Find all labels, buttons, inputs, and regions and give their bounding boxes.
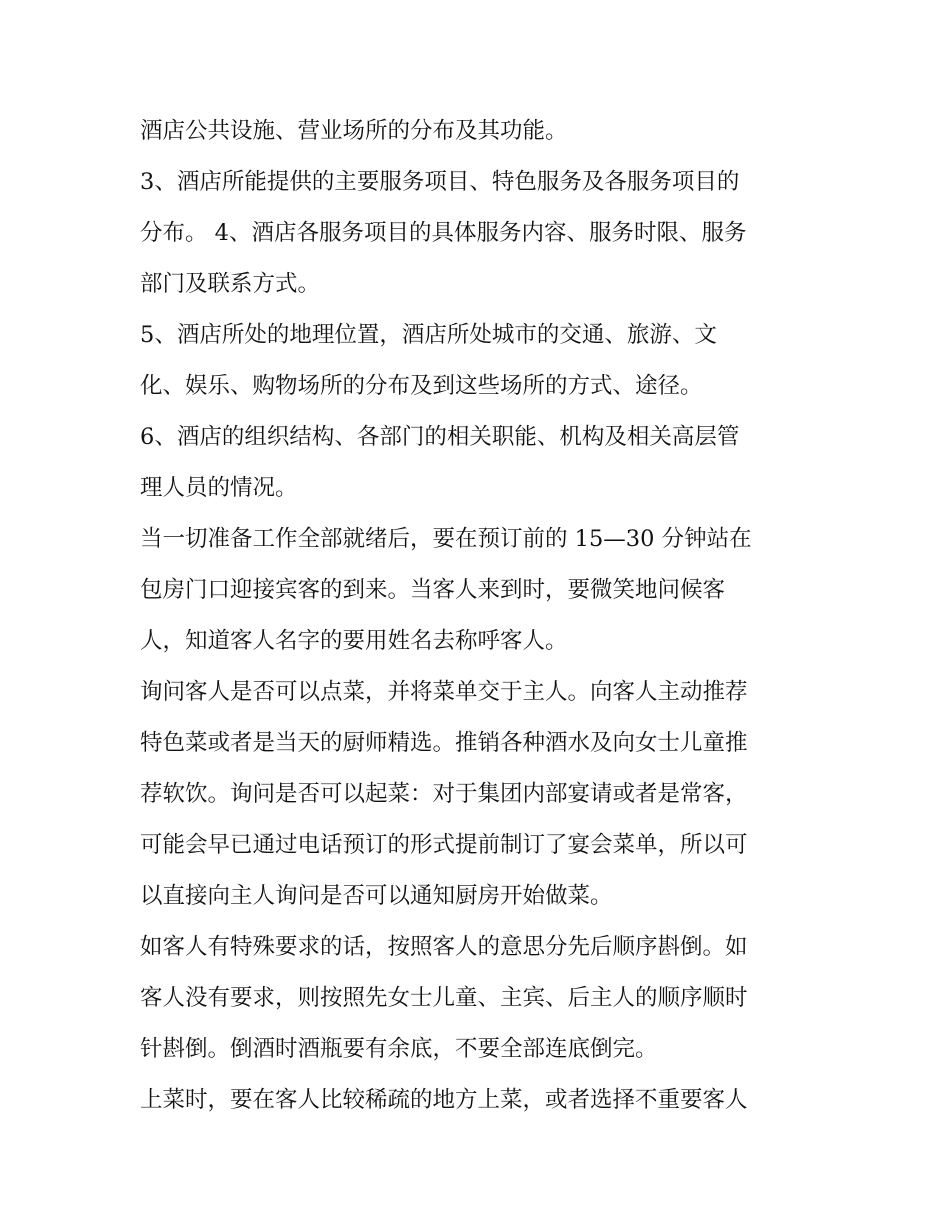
text-line: 酒店公共设施、营业场所的分布及其功能。 [140,118,568,144]
text-line: 3、酒店所能提供的主要服务项目、特色服务及各服务项目的 [140,169,740,195]
text-line: 5、酒店所处的地理位置，酒店所处城市的交通、旅游、文 [140,322,717,348]
document-body-text [140,106,820,1126]
text-line: 特色菜或者是当天的厨师精选。推销各种酒水及向女士儿童推 [140,730,748,756]
text-line: 6、酒店的组织结构、各部门的相关职能、机构及相关高层管 [140,424,740,450]
text-line: 理人员的情况。 [140,475,298,501]
text-line: 询问客人是否可以点菜，并将菜单交于主人。向客人主动推荐 [140,679,748,705]
text-line: 化、娱乐、购物场所的分布及到这些场所的方式、途径。 [140,373,703,399]
text-line: 包房门口迎接宾客的到来。当客人来到时，要微笑地问候客 [140,577,726,603]
text-line: 以直接向主人询问是否可以通知厨房开始做菜。 [140,883,613,909]
text-line: 分布。 4、酒店各服务项目的具体服务内容、服务时限、服务 [140,220,747,246]
text-line: 如客人有特殊要求的话，按照客人的意思分先后顺序斟倒。如 [140,934,748,960]
text-line: 荐软饮。询问是否可以起菜：对于集团内部宴请或者是常客， [140,781,748,807]
text-line: 部门及联系方式。 [140,271,321,297]
text-line: 当一切准备工作全部就绪后，要在预订前的 15—30 分钟站在 [140,526,752,552]
text-line: 人，知道客人名字的要用姓名去称呼客人。 [140,628,568,654]
text-line: 上菜时，要在客人比较稀疏的地方上菜，或者选择不重要客人 [140,1087,748,1113]
text-line: 客人没有要求，则按照先女士儿童、主宾、后主人的顺序顺时 [140,985,748,1011]
text-line: 针斟倒。倒酒时酒瓶要有余底，不要全部连底倒完。 [140,1036,658,1062]
text-line: 可能会早已通过电话预订的形式提前制订了宴会菜单，所以可 [140,832,748,858]
